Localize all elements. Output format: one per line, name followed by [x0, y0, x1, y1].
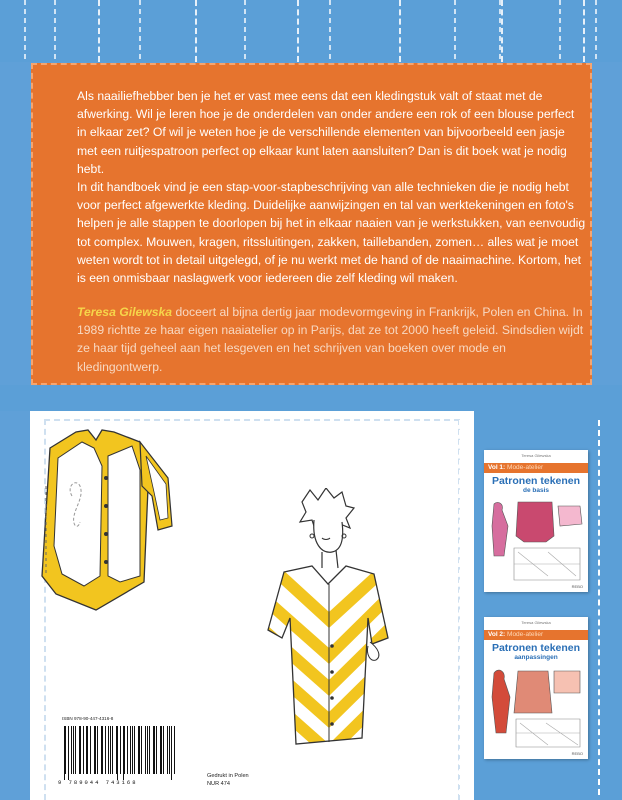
- author-bio: [77, 303, 587, 376]
- barcode-bar: [90, 726, 91, 774]
- barcode-bar: [156, 726, 157, 774]
- printed-in: Gedrukt in Polen: [207, 773, 249, 779]
- barcode-bar: [141, 726, 142, 774]
- book-cover-art: [488, 663, 584, 749]
- book-author: Teresa Gilewska: [521, 620, 551, 625]
- barcode-bar: [80, 726, 81, 774]
- barcode-bar: [117, 726, 118, 780]
- book-subtitle: de basis: [522, 487, 549, 494]
- book-series: Mode-atelier: [507, 464, 544, 471]
- middle-blue-strip: [0, 385, 622, 411]
- book-cover-art: [488, 496, 584, 582]
- barcode-bar: [124, 726, 125, 774]
- barcode-bar: [97, 726, 98, 774]
- book-title: Patronen tekenen: [491, 642, 581, 654]
- sewing-stitch-lines: [0, 0, 622, 62]
- description-text: [77, 87, 587, 287]
- barcode-digits: 9 789044 743168: [58, 779, 138, 786]
- barcode-bar: [110, 726, 111, 774]
- book-author: Teresa Gilewska: [521, 453, 551, 458]
- book-title: Patronen tekenen: [491, 475, 581, 487]
- book-publisher: REBO: [571, 584, 583, 589]
- barcode-bar: [68, 726, 69, 780]
- book-series: Mode-atelier: [507, 631, 544, 638]
- nur-code: NUR 474: [207, 781, 231, 787]
- book-series-bar: [484, 630, 588, 640]
- barcode-bar: [108, 726, 109, 774]
- print-info: [207, 772, 249, 788]
- isbn-text: ISBN 978-90-447-4316-8: [62, 716, 114, 721]
- book-publisher: REBO: [571, 751, 583, 756]
- book-subtitle: aanpassingen: [514, 654, 558, 661]
- paragraph-2: In dit handboek vind je een stap-voor-stapbeschrijving van alle technieken die je nodig hebt voor perfect afgewerkte kleding. Duidelijke aanwijzingen en tal van werktekeningen en foto's helpen je alle stappen te doorlopen bij het in elkaar naaien van je werkstukken, van eenvoudig tot complex. Mouwen, kragen, ritssluitingen, zakken, taillebanden, zomen… alles wat je moet weten wordt tot in detail uitgelegd, of je nu werkt met de hand of de naaimachine. Kortom, het is een onmisbaar naslagwerk voor iedereen die zelf kleding wil maken.: [77, 180, 586, 286]
- barcode-bar: [73, 726, 74, 774]
- barcode-bar: [87, 726, 88, 774]
- book-vol: Vol 1:: [488, 464, 506, 471]
- column-stitch-right: [598, 420, 602, 795]
- paragraph-1: Als naailiefhebber ben je het er vast mee eens dat een kledingstuk valt of staat met de afwerking. Wil je leren hoe je de onderdelen van onder andere een rok of een blouse perfect in elkaar zet? Of wil je weten hoe je de verschillende elementen van bijvoorbeeld een jasje met een ruitjespatroon perfect op elkaar kunt laten aansluiten? Dan is dit boek wat je nodig hebt.: [77, 89, 575, 176]
- book-cover-vol1: [484, 450, 588, 592]
- jacket-illustration: [36, 426, 214, 626]
- column-stitch-left: [459, 420, 463, 795]
- book-cover-vol2: [484, 617, 588, 759]
- fashion-figure-illustration: [250, 488, 400, 766]
- book-vol: Vol 2:: [488, 631, 506, 638]
- top-tile-band: [0, 0, 622, 62]
- barcode: [64, 726, 176, 778]
- description-panel: [31, 63, 592, 385]
- author-bio-text: doceert al bijna dertig jaar modevormgeving in Frankrijk, Polen en China. In 1989 richtte ze haar eigen naaiatelier op in Parijs, dat ze tot 2000 heeft geleid. Sindsdien wijdt ze haar tijd geheel aan het lesgeven en het schrijven van boeken over mode en kledingontwerp.: [77, 305, 584, 374]
- barcode-bar: [163, 726, 164, 774]
- barcode-bar: [138, 726, 139, 774]
- barcode-bar: [171, 726, 172, 780]
- author-name: Teresa Gilewska: [77, 305, 173, 319]
- book-series-bar: [484, 463, 588, 473]
- barcode-bar: [149, 726, 150, 774]
- barcode-bar: [130, 726, 131, 774]
